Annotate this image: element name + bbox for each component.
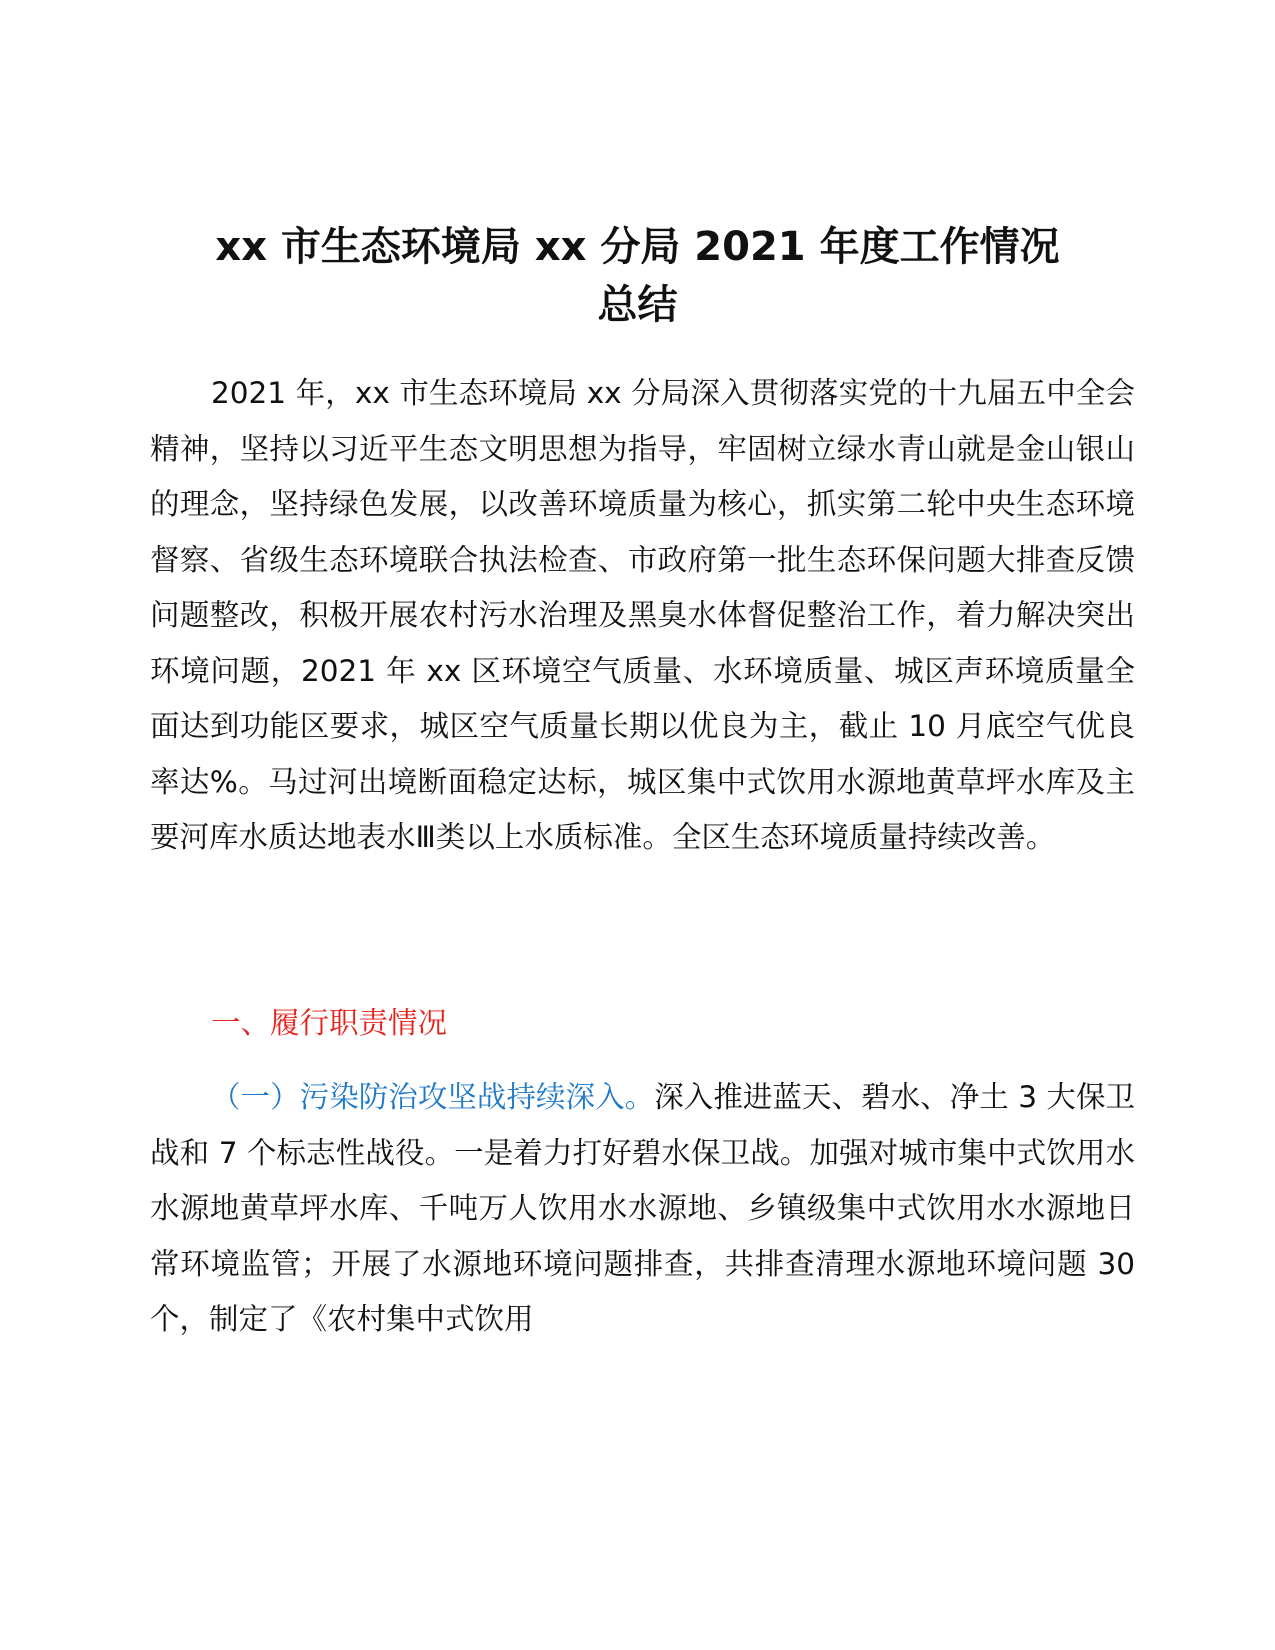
section-heading-1: 一、履行职责情况 (211, 1006, 448, 1040)
subsection-paragraph-1 (150, 1070, 1135, 1348)
title-line-2: 总结 (597, 282, 678, 328)
subsection-body-1: 深入推进蓝天、碧水、净土 3 大保卫战和 7 个标志性战役。一是着力打好碧水保卫战。加强对城市集中式饮用水水源地黄草坪水库、千吨万人饮用水水源地、乡镇级集中式饮用水水源地日常环境监管；开展了水源地环境问题排查，共排查清理水源地环境问题 30 个，制定了《农村集中式饮用 (150, 1080, 1135, 1336)
title-line-1: xx 市生态环境局 xx 分局 2021 年度工作情况 (215, 224, 1060, 270)
document-title (150, 218, 1125, 334)
intro-paragraph: 2021 年，xx 市生态环境局 xx 分局深入贯彻落实党的十九届五中全会精神，坚持以习近平生态文明思想为指导，牢固树立绿水青山就是金山银山的理念，坚持绿色发展，以改善环境质量为核心，抓实第二轮中央生态环境督察、省级生态环境联合执法检查、市政府第一批生态环保问题大排查反馈问题整改，积极开展农村污水治理及黑臭水体督促整治工作，着力解决突出环境问题，2021 年 xx 区环境空气质量、水环境质量、城区声环境质量全面达到功能区要求，城区空气质量长期以优良为主，截止 10 月底空气优良率达%。马过河出境断面稳定达标，城区集中式饮用水源地黄草坪水库及主要河库水质达地表水Ⅲ类以上水质标准。全区生态环境质量持续改善。 (150, 376, 1135, 854)
subsection-heading-1: （一）污染防治攻坚战持续深入。 (211, 1080, 655, 1114)
